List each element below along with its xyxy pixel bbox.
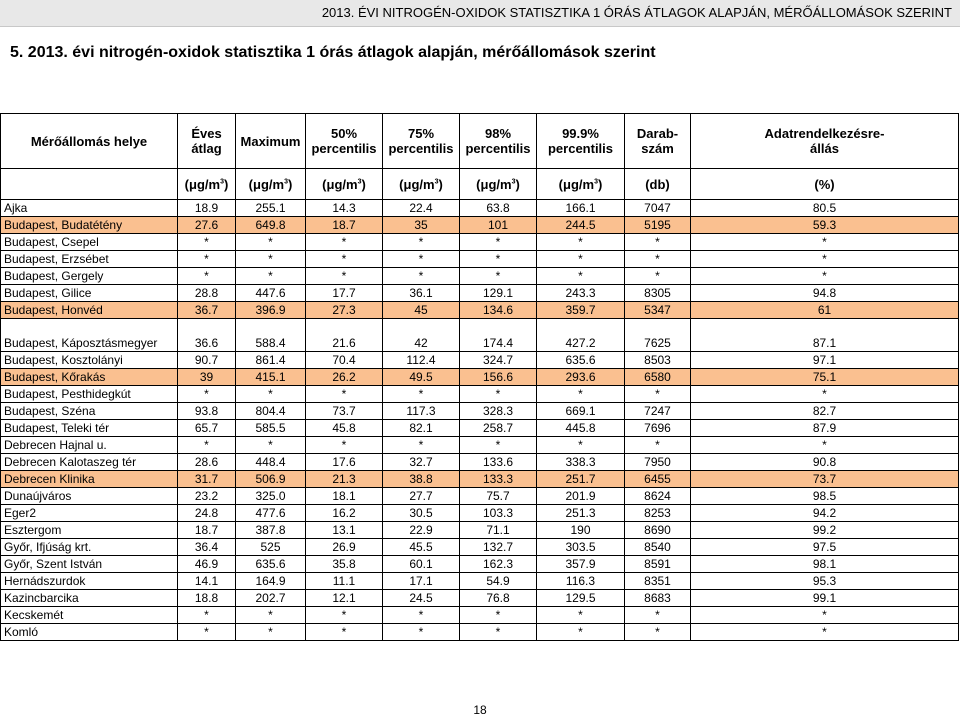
value-cell: * bbox=[236, 234, 306, 251]
value-cell: 36.6 bbox=[178, 319, 236, 352]
value-cell: 46.9 bbox=[178, 556, 236, 573]
value-cell: 201.9 bbox=[537, 488, 625, 505]
value-cell: 27.7 bbox=[383, 488, 460, 505]
value-cell: 243.3 bbox=[537, 285, 625, 302]
table-row bbox=[1, 539, 959, 556]
value-cell: * bbox=[460, 268, 537, 285]
station-name-cell: Budapest, Gergely bbox=[1, 268, 178, 285]
value-cell: 75.7 bbox=[460, 488, 537, 505]
column-header-line: percentilis bbox=[388, 141, 454, 156]
value-cell: 21.3 bbox=[306, 471, 383, 488]
station-name-cell: Budapest, Csepel bbox=[1, 234, 178, 251]
running-header: 2013. ÉVI NITROGÉN-OXIDOK STATISZTIKA 1 ÓRÁS ÁTLAGOK ALAPJÁN, MÉRŐÁLLOMÁSOK SZERINT bbox=[0, 0, 960, 27]
value-cell: 359.7 bbox=[537, 302, 625, 319]
value-cell: 103.3 bbox=[460, 505, 537, 522]
value-cell: 293.6 bbox=[537, 369, 625, 386]
value-cell: 445.8 bbox=[537, 420, 625, 437]
table-header-row bbox=[1, 114, 959, 169]
value-cell: * bbox=[625, 437, 691, 454]
value-cell: * bbox=[236, 251, 306, 268]
value-cell: 804.4 bbox=[236, 403, 306, 420]
value-cell: 112.4 bbox=[383, 352, 460, 369]
station-name-cell: Budapest, Pesthidegkút bbox=[1, 386, 178, 403]
value-cell: 49.5 bbox=[383, 369, 460, 386]
value-cell: 18.9 bbox=[178, 200, 236, 217]
column-header-line: 99.9% bbox=[562, 126, 599, 141]
value-cell: 24.5 bbox=[383, 590, 460, 607]
value-cell: 99.1 bbox=[691, 590, 959, 607]
value-cell: * bbox=[178, 437, 236, 454]
statistics-table bbox=[0, 113, 959, 641]
value-cell: 80.5 bbox=[691, 200, 959, 217]
value-cell: 61 bbox=[691, 302, 959, 319]
table-row bbox=[1, 624, 959, 641]
value-cell: * bbox=[625, 268, 691, 285]
value-cell: 117.3 bbox=[383, 403, 460, 420]
column-header-line: 50% bbox=[330, 126, 358, 141]
value-cell: 325.0 bbox=[236, 488, 306, 505]
value-cell: 70.4 bbox=[306, 352, 383, 369]
value-cell: 396.9 bbox=[236, 302, 306, 319]
unit-cell-concentration: $(\mu g/m^3)$ bbox=[178, 169, 236, 200]
value-cell: 387.8 bbox=[236, 522, 306, 539]
value-cell: 26.9 bbox=[306, 539, 383, 556]
value-cell: 129.5 bbox=[537, 590, 625, 607]
table-row bbox=[1, 302, 959, 319]
value-cell: 94.8 bbox=[691, 285, 959, 302]
value-cell: * bbox=[383, 386, 460, 403]
column-header-line: Éves bbox=[191, 126, 222, 141]
value-cell: * bbox=[537, 624, 625, 641]
table-units-row bbox=[1, 169, 959, 200]
value-cell: * bbox=[625, 386, 691, 403]
value-cell: * bbox=[236, 437, 306, 454]
value-cell: 93.8 bbox=[178, 403, 236, 420]
value-cell: 8540 bbox=[625, 539, 691, 556]
value-cell: * bbox=[691, 386, 959, 403]
value-cell: 71.1 bbox=[460, 522, 537, 539]
value-cell: * bbox=[691, 268, 959, 285]
value-cell: * bbox=[691, 251, 959, 268]
column-header-p999 bbox=[537, 114, 625, 169]
value-cell: 635.6 bbox=[236, 556, 306, 573]
table-row bbox=[1, 471, 959, 488]
value-cell: * bbox=[691, 607, 959, 624]
value-cell: 97.1 bbox=[691, 352, 959, 369]
value-cell: 255.1 bbox=[236, 200, 306, 217]
table-row bbox=[1, 573, 959, 590]
column-header-line: átlag bbox=[191, 141, 222, 156]
value-cell: 22.4 bbox=[383, 200, 460, 217]
value-cell: 166.1 bbox=[537, 200, 625, 217]
value-cell: 164.9 bbox=[236, 573, 306, 590]
value-cell: 585.5 bbox=[236, 420, 306, 437]
station-name-cell: Budapest, Széna bbox=[1, 403, 178, 420]
station-name-cell: Debrecen Klinika bbox=[1, 471, 178, 488]
value-cell: * bbox=[178, 251, 236, 268]
column-header-p98 bbox=[460, 114, 537, 169]
column-header-station: Mérőállomás helye bbox=[1, 114, 178, 169]
table-body bbox=[1, 200, 959, 641]
value-cell: 27.3 bbox=[306, 302, 383, 319]
value-cell: 174.4 bbox=[460, 319, 537, 352]
value-cell: 17.7 bbox=[306, 285, 383, 302]
value-cell: 30.5 bbox=[383, 505, 460, 522]
value-cell: 87.9 bbox=[691, 420, 959, 437]
value-cell: 45.8 bbox=[306, 420, 383, 437]
column-header-line: percentilis bbox=[311, 141, 377, 156]
value-cell: 42 bbox=[383, 319, 460, 352]
column-header-annual-average bbox=[178, 114, 236, 169]
table-row bbox=[1, 420, 959, 437]
unit-cell-concentration: $(\mu g/m^3)$ bbox=[306, 169, 383, 200]
table-row bbox=[1, 505, 959, 522]
value-cell: 6580 bbox=[625, 369, 691, 386]
value-cell: 156.6 bbox=[460, 369, 537, 386]
column-header-line: percentilis bbox=[465, 141, 531, 156]
value-cell: * bbox=[625, 234, 691, 251]
value-cell: * bbox=[236, 268, 306, 285]
value-cell: 8253 bbox=[625, 505, 691, 522]
value-cell: * bbox=[383, 234, 460, 251]
column-header-line: 98% bbox=[484, 126, 512, 141]
value-cell: 8503 bbox=[625, 352, 691, 369]
value-cell: * bbox=[306, 624, 383, 641]
value-cell: 7625 bbox=[625, 319, 691, 352]
value-cell: 477.6 bbox=[236, 505, 306, 522]
value-cell: 90.7 bbox=[178, 352, 236, 369]
table-row bbox=[1, 386, 959, 403]
value-cell: 133.3 bbox=[460, 471, 537, 488]
value-cell: 36.7 bbox=[178, 302, 236, 319]
table-row bbox=[1, 268, 959, 285]
station-name-cell: Kecskemét bbox=[1, 607, 178, 624]
column-header-line: percentilis bbox=[547, 141, 614, 156]
value-cell: * bbox=[460, 251, 537, 268]
value-cell: 26.2 bbox=[306, 369, 383, 386]
table-row bbox=[1, 234, 959, 251]
value-cell: 17.1 bbox=[383, 573, 460, 590]
table-row bbox=[1, 319, 959, 352]
value-cell: * bbox=[306, 607, 383, 624]
value-cell: 357.9 bbox=[537, 556, 625, 573]
value-cell: 324.7 bbox=[460, 352, 537, 369]
value-cell: 8305 bbox=[625, 285, 691, 302]
value-cell: 11.1 bbox=[306, 573, 383, 590]
value-cell: 36.4 bbox=[178, 539, 236, 556]
value-cell: 8351 bbox=[625, 573, 691, 590]
value-cell: * bbox=[383, 607, 460, 624]
value-cell: 8624 bbox=[625, 488, 691, 505]
value-cell: 22.9 bbox=[383, 522, 460, 539]
table-row bbox=[1, 217, 959, 234]
unit-cell-concentration: $(\mu g/m^3)$ bbox=[383, 169, 460, 200]
station-name-cell: Győr, Szent István bbox=[1, 556, 178, 573]
table-row bbox=[1, 437, 959, 454]
station-name-cell: Esztergom bbox=[1, 522, 178, 539]
value-cell: 588.4 bbox=[236, 319, 306, 352]
value-cell: 190 bbox=[537, 522, 625, 539]
value-cell: 7950 bbox=[625, 454, 691, 471]
table-row bbox=[1, 454, 959, 471]
value-cell: 24.8 bbox=[178, 505, 236, 522]
value-cell: 635.6 bbox=[537, 352, 625, 369]
value-cell: 12.1 bbox=[306, 590, 383, 607]
value-cell: * bbox=[383, 437, 460, 454]
column-header-p75 bbox=[383, 114, 460, 169]
table-row bbox=[1, 488, 959, 505]
unit-cell-count: (db) bbox=[625, 169, 691, 200]
value-cell: 162.3 bbox=[460, 556, 537, 573]
station-name-cell: Győr, Ifjúság krt. bbox=[1, 539, 178, 556]
value-cell: * bbox=[383, 624, 460, 641]
value-cell: * bbox=[537, 437, 625, 454]
value-cell: * bbox=[460, 437, 537, 454]
value-cell: 525 bbox=[236, 539, 306, 556]
value-cell: 97.5 bbox=[691, 539, 959, 556]
value-cell: 5347 bbox=[625, 302, 691, 319]
table-row bbox=[1, 369, 959, 386]
column-header-maximum: Maximum bbox=[236, 114, 306, 169]
table-row bbox=[1, 285, 959, 302]
value-cell: 251.7 bbox=[537, 471, 625, 488]
station-name-cell: Budapest, Kosztolányi bbox=[1, 352, 178, 369]
value-cell: 35.8 bbox=[306, 556, 383, 573]
value-cell: 134.6 bbox=[460, 302, 537, 319]
unit-cell-concentration: $(\mu g/m^3)$ bbox=[537, 169, 625, 200]
value-cell: * bbox=[306, 386, 383, 403]
table-row bbox=[1, 403, 959, 420]
column-header-data-availability bbox=[691, 114, 959, 169]
value-cell: 27.6 bbox=[178, 217, 236, 234]
station-name-cell: Budapest, Kőrakás bbox=[1, 369, 178, 386]
value-cell: * bbox=[236, 624, 306, 641]
value-cell: 73.7 bbox=[691, 471, 959, 488]
column-header-line: szám bbox=[641, 141, 674, 156]
value-cell: 6455 bbox=[625, 471, 691, 488]
station-name-cell: Debrecen Kalotaszeg tér bbox=[1, 454, 178, 471]
value-cell: * bbox=[178, 268, 236, 285]
value-cell: 8683 bbox=[625, 590, 691, 607]
value-cell: 23.2 bbox=[178, 488, 236, 505]
value-cell: 415.1 bbox=[236, 369, 306, 386]
value-cell: * bbox=[625, 607, 691, 624]
station-name-cell: Budapest, Budatétény bbox=[1, 217, 178, 234]
value-cell: 251.3 bbox=[537, 505, 625, 522]
station-name-cell: Budapest, Gilice bbox=[1, 285, 178, 302]
table-row bbox=[1, 607, 959, 624]
value-cell: * bbox=[691, 437, 959, 454]
value-cell: 14.1 bbox=[178, 573, 236, 590]
value-cell: 448.4 bbox=[236, 454, 306, 471]
value-cell: 99.2 bbox=[691, 522, 959, 539]
value-cell: 18.8 bbox=[178, 590, 236, 607]
value-cell: 7247 bbox=[625, 403, 691, 420]
value-cell: * bbox=[236, 386, 306, 403]
station-name-cell: Budapest, Teleki tér bbox=[1, 420, 178, 437]
value-cell: * bbox=[236, 607, 306, 624]
value-cell: * bbox=[460, 624, 537, 641]
value-cell: * bbox=[625, 624, 691, 641]
page-title: 5. 2013. évi nitrogén-oxidok statisztika 1 órás átlagok alapján, mérőállomások szerint bbox=[10, 44, 656, 61]
value-cell: 8690 bbox=[625, 522, 691, 539]
value-cell: 447.6 bbox=[236, 285, 306, 302]
value-cell: * bbox=[178, 624, 236, 641]
value-cell: 13.1 bbox=[306, 522, 383, 539]
value-cell: 303.5 bbox=[537, 539, 625, 556]
column-header-line: Adatrendelkezésre- bbox=[764, 126, 885, 141]
value-cell: 82.7 bbox=[691, 403, 959, 420]
value-cell: * bbox=[383, 251, 460, 268]
table-row bbox=[1, 590, 959, 607]
value-cell: * bbox=[306, 234, 383, 251]
value-cell: 28.6 bbox=[178, 454, 236, 471]
value-cell: 133.6 bbox=[460, 454, 537, 471]
value-cell: 101 bbox=[460, 217, 537, 234]
value-cell: 39 bbox=[178, 369, 236, 386]
station-name-cell: Budapest, Honvéd bbox=[1, 302, 178, 319]
value-cell: * bbox=[537, 607, 625, 624]
station-name-cell: Eger2 bbox=[1, 505, 178, 522]
station-name-cell: Budapest, Erzsébet bbox=[1, 251, 178, 268]
value-cell: 94.2 bbox=[691, 505, 959, 522]
table-row bbox=[1, 522, 959, 539]
value-cell: * bbox=[537, 268, 625, 285]
value-cell: * bbox=[460, 607, 537, 624]
value-cell: 328.3 bbox=[460, 403, 537, 420]
value-cell: * bbox=[178, 386, 236, 403]
station-name-cell: Dunaújváros bbox=[1, 488, 178, 505]
unit-cell-concentration: $(\mu g/m^3)$ bbox=[460, 169, 537, 200]
column-header-count bbox=[625, 114, 691, 169]
column-header-line: 75% bbox=[407, 126, 435, 141]
table-row bbox=[1, 556, 959, 573]
value-cell: 87.1 bbox=[691, 319, 959, 352]
value-cell: 116.3 bbox=[537, 573, 625, 590]
unit-cell-empty bbox=[1, 169, 178, 200]
station-name-cell: Kazincbarcika bbox=[1, 590, 178, 607]
table-row bbox=[1, 251, 959, 268]
page-number: 18 bbox=[473, 703, 487, 717]
value-cell: 427.2 bbox=[537, 319, 625, 352]
column-header-p50 bbox=[306, 114, 383, 169]
value-cell: 669.1 bbox=[537, 403, 625, 420]
value-cell: 132.7 bbox=[460, 539, 537, 556]
value-cell: 95.3 bbox=[691, 573, 959, 590]
value-cell: 7696 bbox=[625, 420, 691, 437]
unit-cell-concentration: $(\mu g/m^3)$ bbox=[236, 169, 306, 200]
value-cell: 649.8 bbox=[236, 217, 306, 234]
value-cell: 36.1 bbox=[383, 285, 460, 302]
value-cell: 76.8 bbox=[460, 590, 537, 607]
value-cell: 45.5 bbox=[383, 539, 460, 556]
value-cell: 129.1 bbox=[460, 285, 537, 302]
table-row bbox=[1, 352, 959, 369]
value-cell: 16.2 bbox=[306, 505, 383, 522]
value-cell: * bbox=[306, 268, 383, 285]
value-cell: 45 bbox=[383, 302, 460, 319]
value-cell: 54.9 bbox=[460, 573, 537, 590]
value-cell: 82.1 bbox=[383, 420, 460, 437]
column-header-line: állás bbox=[810, 141, 839, 156]
value-cell: * bbox=[537, 234, 625, 251]
value-cell: 73.7 bbox=[306, 403, 383, 420]
value-cell: 18.7 bbox=[306, 217, 383, 234]
value-cell: 18.1 bbox=[306, 488, 383, 505]
value-cell: * bbox=[691, 624, 959, 641]
station-name-cell: Komló bbox=[1, 624, 178, 641]
value-cell: * bbox=[306, 251, 383, 268]
value-cell: 90.8 bbox=[691, 454, 959, 471]
value-cell: * bbox=[178, 607, 236, 624]
value-cell: 506.9 bbox=[236, 471, 306, 488]
value-cell: * bbox=[537, 386, 625, 403]
value-cell: 65.7 bbox=[178, 420, 236, 437]
value-cell: * bbox=[306, 437, 383, 454]
station-name-cell: Ajka bbox=[1, 200, 178, 217]
value-cell: 98.1 bbox=[691, 556, 959, 573]
value-cell: 244.5 bbox=[537, 217, 625, 234]
station-name-cell: Debrecen Hajnal u. bbox=[1, 437, 178, 454]
value-cell: 38.8 bbox=[383, 471, 460, 488]
column-header-line: Darab- bbox=[636, 126, 679, 141]
station-name-cell: Budapest, Káposztásmegyer bbox=[1, 319, 178, 352]
value-cell: * bbox=[691, 234, 959, 251]
value-cell: 35 bbox=[383, 217, 460, 234]
value-cell: 59.3 bbox=[691, 217, 959, 234]
value-cell: 32.7 bbox=[383, 454, 460, 471]
station-name-cell: Hernádszurdok bbox=[1, 573, 178, 590]
value-cell: 17.6 bbox=[306, 454, 383, 471]
value-cell: 5195 bbox=[625, 217, 691, 234]
value-cell: 861.4 bbox=[236, 352, 306, 369]
value-cell: 21.6 bbox=[306, 319, 383, 352]
value-cell: * bbox=[625, 251, 691, 268]
value-cell: * bbox=[383, 268, 460, 285]
value-cell: 14.3 bbox=[306, 200, 383, 217]
value-cell: 98.5 bbox=[691, 488, 959, 505]
value-cell: 7047 bbox=[625, 200, 691, 217]
value-cell: 63.8 bbox=[460, 200, 537, 217]
value-cell: 338.3 bbox=[537, 454, 625, 471]
value-cell: 31.7 bbox=[178, 471, 236, 488]
value-cell: 258.7 bbox=[460, 420, 537, 437]
value-cell: 28.8 bbox=[178, 285, 236, 302]
value-cell: 202.7 bbox=[236, 590, 306, 607]
value-cell: 8591 bbox=[625, 556, 691, 573]
value-cell: * bbox=[178, 234, 236, 251]
table-row bbox=[1, 200, 959, 217]
unit-cell-percent: (%) bbox=[691, 169, 959, 200]
value-cell: 18.7 bbox=[178, 522, 236, 539]
value-cell: * bbox=[460, 386, 537, 403]
value-cell: * bbox=[537, 251, 625, 268]
value-cell: 75.1 bbox=[691, 369, 959, 386]
value-cell: * bbox=[460, 234, 537, 251]
value-cell: 60.1 bbox=[383, 556, 460, 573]
